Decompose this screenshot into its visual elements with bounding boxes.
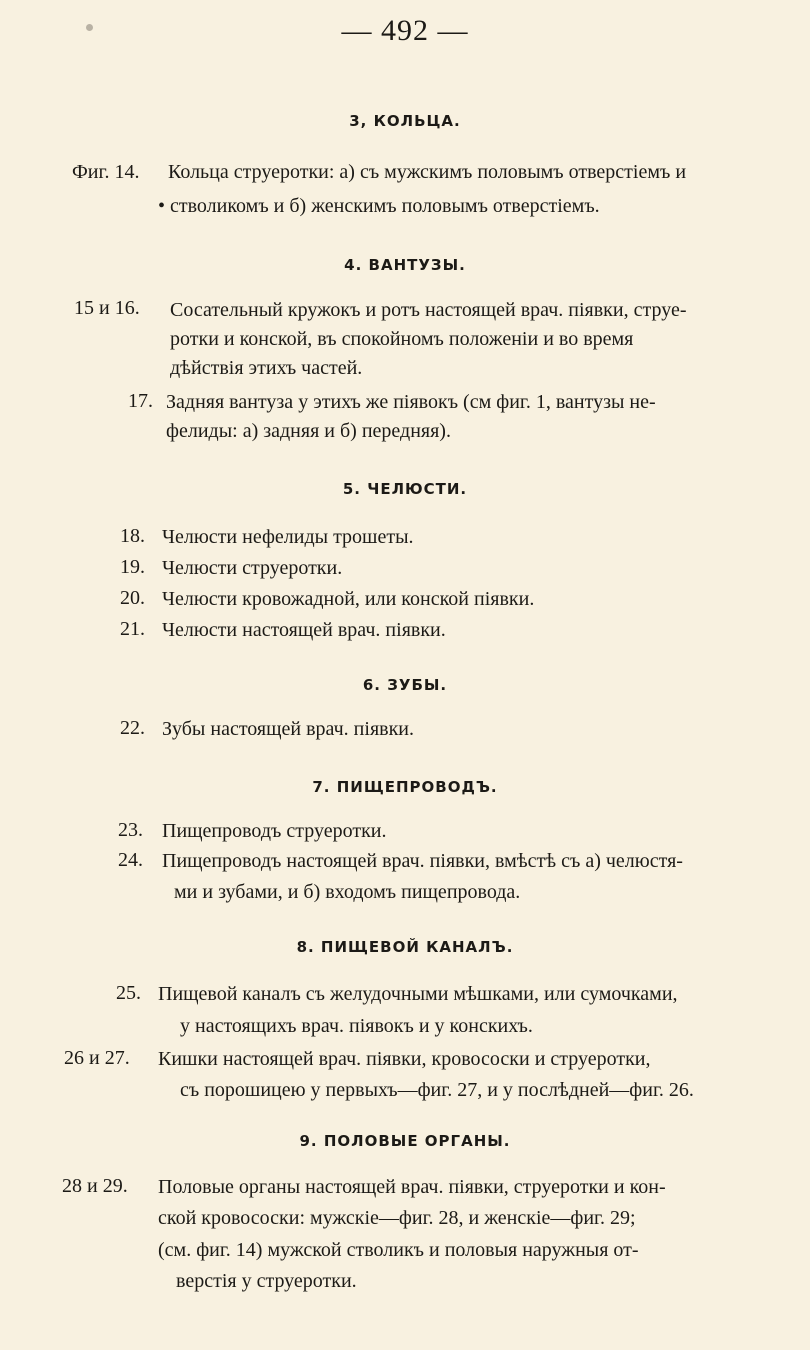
figure-label: 23.: [118, 819, 143, 841]
figure-caption-line: ротки и конской, въ спокойномъ положеніи и во время: [170, 328, 634, 350]
figure-caption-line: Сосательный кружокъ и ротъ настоящей врач. піявки, струе-: [170, 299, 687, 321]
section-heading-sex-organs: 9. ПОЛОВЫЕ ОРГАНЫ.: [299, 1132, 511, 1150]
figure-label: Фиг. 14.: [72, 161, 140, 183]
page-number: — 492 —: [341, 14, 469, 47]
figure-caption-line: Зубы настоящей врач. піявки.: [162, 718, 415, 740]
figure-caption-line: Кишки настоящей врач. піявки, кровососки и струеротки,: [158, 1048, 651, 1070]
figure-label: 25.: [116, 982, 141, 1004]
figure-label: 26 и 27.: [64, 1047, 130, 1069]
figure-caption-line: Пищепроводъ струеротки.: [162, 820, 387, 842]
figure-caption-line: Пищевой каналъ съ желудочными мѣшками, или сумочками,: [158, 983, 678, 1005]
section-heading-rings: 3, КОЛЬЦА.: [349, 112, 461, 130]
section-heading-esophagus: 7. ПИЩЕПРОВОДЪ.: [312, 778, 498, 796]
figure-caption-line: ской кровососки: мужскіе—фиг. 28, и женскіе—фиг. 29;: [158, 1207, 636, 1229]
figure-label: 18.: [120, 525, 145, 547]
figure-caption-line: фелиды: а) задняя и б) передняя).: [166, 420, 451, 442]
figure-caption-line: Челюсти струеротки.: [162, 557, 343, 579]
figure-caption-line: Челюсти кровожадной, или конской піявки.: [162, 588, 535, 610]
figure-label: 24.: [118, 849, 143, 871]
figure-label: 21.: [120, 618, 145, 640]
figure-label: 19.: [120, 556, 145, 578]
figure-label: 28 и 29.: [62, 1175, 128, 1197]
section-heading-jaws: 5. ЧЕЛЮСТИ.: [342, 480, 468, 498]
figure-label: 17.: [128, 390, 153, 412]
figure-caption-line: (см. фиг. 14) мужской стволикъ и половыя наружныя от-: [158, 1239, 639, 1261]
figure-caption-line: Задняя вантуза у этихъ же піявокъ (см фиг. 1, вантузы не-: [166, 391, 656, 413]
figure-caption-line: Пищепроводъ настоящей врач. піявки, вмѣстѣ съ а) челюстя-: [162, 850, 683, 872]
section-heading-teeth: 6. ЗУБЫ.: [362, 676, 448, 694]
figure-caption-line: Челюсти нефелиды трошеты.: [162, 526, 414, 548]
figure-caption-line: дѣйствія этихъ частей.: [170, 357, 363, 379]
section-heading-digestive-canal: 8. ПИЩЕВОЙ КАНАЛЪ.: [296, 938, 514, 956]
figure-caption-line: • стволикомъ и б) женскимъ половымъ отверстіемъ.: [158, 195, 600, 217]
figure-label: 22.: [120, 717, 145, 739]
figure-label: 15 и 16.: [74, 297, 140, 319]
figure-caption-line: Челюсти настоящей врач. піявки.: [162, 619, 446, 641]
figure-caption-line: Кольца струеротки: а) съ мужскимъ половымъ отверстіемъ и: [168, 161, 687, 183]
figure-caption-line: ми и зубами, и б) входомъ пищепровода.: [174, 881, 521, 903]
figure-caption-line: верстія у струеротки.: [176, 1270, 357, 1292]
figure-caption-line: Половые органы настоящей врач. піявки, струеротки и кон-: [158, 1176, 666, 1198]
figure-caption-line: у настоящихъ врач. піявокъ и у конскихъ.: [180, 1015, 533, 1037]
section-heading-suckers: 4. ВАНТУЗЫ.: [344, 256, 466, 274]
figure-caption-line: съ порошицею у первыхъ—фиг. 27, и у послѣдней—фиг. 26.: [180, 1079, 694, 1101]
figure-label: 20.: [120, 587, 145, 609]
